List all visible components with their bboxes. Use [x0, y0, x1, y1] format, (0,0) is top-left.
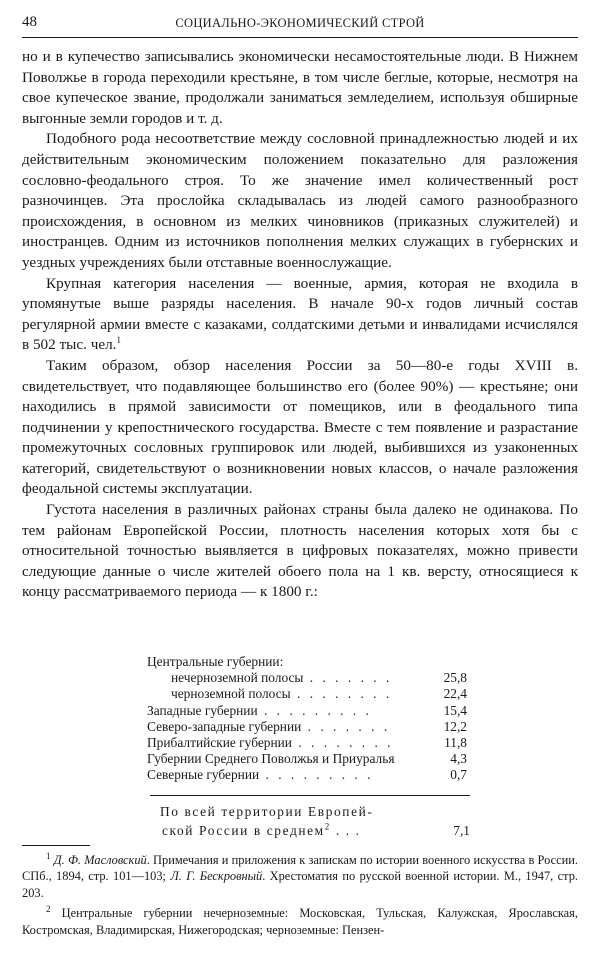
footnote-author: Д. Ф. Масловский [53, 853, 147, 867]
total-label-line2: ской России в среднем [162, 823, 325, 838]
paragraph-3 [22, 274, 578, 356]
footnote-text: Центральные губернии нечерноземные: Московская, Тульская, Калужская, Ярославская, Костромская, Владимирская, Нижегородская; черноземные: Пензен- [22, 906, 578, 937]
row-leader-dots: . . . . . . . . [291, 734, 394, 750]
header-rule [22, 37, 578, 38]
footnote-mark: 2 [46, 904, 51, 915]
row-leader-dots: . . . . . . . [301, 718, 391, 734]
body-text [22, 47, 578, 603]
total-line2 [160, 821, 470, 840]
row-value: 12,2 [443, 718, 467, 734]
row-label: Северо-западные губернии [147, 718, 302, 734]
row-value: 25,8 [443, 670, 467, 686]
row-value: 22,4 [443, 686, 467, 702]
page-header [22, 14, 578, 36]
total-label-line1: По всей территории Европей- [160, 804, 374, 819]
population-density-table [147, 654, 467, 784]
row-label: Прибалтийские губернии [147, 734, 292, 750]
footnote-ref-1: 1 [116, 335, 121, 346]
table-row [147, 767, 467, 783]
row-value: 11,8 [444, 734, 467, 750]
table-row [147, 703, 467, 719]
paragraph-3-text: Крупная категория населения — военные, армия, которая не входила в упомянутые выше разряды населения. В начале 90-х годов личный состав регулярной армии вместе с казаками, солдатскими детьми и инвалидами исчислялся в 502 тыс. чел. [22, 274, 578, 354]
table-total-rule [150, 795, 470, 796]
row-value: 15,4 [443, 702, 467, 718]
row-label: Западные губернии [147, 702, 258, 718]
running-title: СОЦИАЛЬНО-ЭКОНОМИЧЕСКИЙ СТРОЙ [175, 16, 425, 30]
table-row [147, 686, 467, 702]
row-leader-dots: . . . . . . . [303, 670, 393, 686]
footnote-ref-2: 2 [324, 821, 331, 832]
footnote-1 [22, 852, 578, 901]
footnote-text: . Хрестоматия по русской военной истории. М., 1947, стр. 203. [22, 869, 578, 900]
table-row [147, 719, 467, 735]
total-leader-dots: . . . [330, 823, 361, 838]
row-label: черноземной полосы [171, 686, 291, 702]
footnotes [22, 852, 578, 942]
footnote-text: . Примечания и приложения к запискам по истории военного искусства в России. СПб., 1894, стр. 101—103; [22, 853, 578, 884]
footnote-author: Л. Г. Бескровный [170, 869, 263, 884]
row-leader-dots: . . . . . . . . . [259, 767, 374, 783]
row-leader-dots: . . . . . . . . . [257, 702, 372, 718]
footnote-rule [22, 845, 90, 846]
table-row [147, 670, 467, 686]
row-leader-dots: . . . . . . . . [290, 686, 393, 702]
paragraph-5: Густота населения в различных районах страны была далеко не одинакова. По тем районам Европейской России, плотность населения которых хотя бы с относительной точностью выявляется в цифровых показателях, можно привести следующие данные о числе жителей обоего пола на 1 кв. версту, относящиеся к концу рассматриваемого периода — к 1800 г.: [22, 501, 578, 601]
table-total [160, 802, 470, 840]
footnote-2 [22, 905, 578, 938]
paragraph-2: Подобного рода несоответствие между сословной принадлежностью людей и их действительным экономическим положением показательно для разложения сословно-феодального строя. То же значение имел количественный рост разночинцев. Эта прослойка складывалась из людей самого разнообразного происхождения, в основном из мелких чиновников (приказных служителей) и иностранцев. Одним из источников пополнения мелких служащих в губернских и уездных учреждениях были отставные военнослужащие. [22, 130, 578, 271]
row-label: Северные губернии [147, 767, 260, 783]
page-number: 48 [22, 14, 37, 30]
group-label-text: Центральные губернии: [147, 654, 284, 669]
table-row [147, 735, 467, 751]
row-value: 0,7 [450, 767, 467, 783]
footnote-mark: 1 [46, 850, 51, 861]
table-row [147, 751, 467, 767]
table-group-label [147, 654, 467, 670]
row-value: 4,3 [450, 751, 467, 767]
paragraph-1: но и в купечество записывались экономически несамостоятельные люди. В Нижнем Поволжье в города переходили крестьяне, в том числе беглые, которые, несмотря на свое купеческое звание, продолжали заниматься земледелием, используя обширные выгонные земли городов и т. д. [22, 48, 578, 127]
paragraph-4: Таким образом, обзор населения России за 50—80-е годы XVIII в. свидетельствует, что подавляющее большинство его (более 90%) — крестьяне; они находились в прямой зависимости от помещиков, или в феодального типа подчинении у крепостнического государства. Вместе с тем появление и разрастание промежуточных сословных группировок или людей, выбившихся из узаконенных категорий, свидетельствуют о возникновении новых классов, о начале разложения феодальной системы эксплуатации. [22, 356, 578, 498]
total-value: 7,1 [453, 823, 470, 838]
row-label: нечерноземной полосы [171, 670, 304, 686]
row-label: Губернии Среднего Поволжья и Приуралья [147, 751, 395, 767]
